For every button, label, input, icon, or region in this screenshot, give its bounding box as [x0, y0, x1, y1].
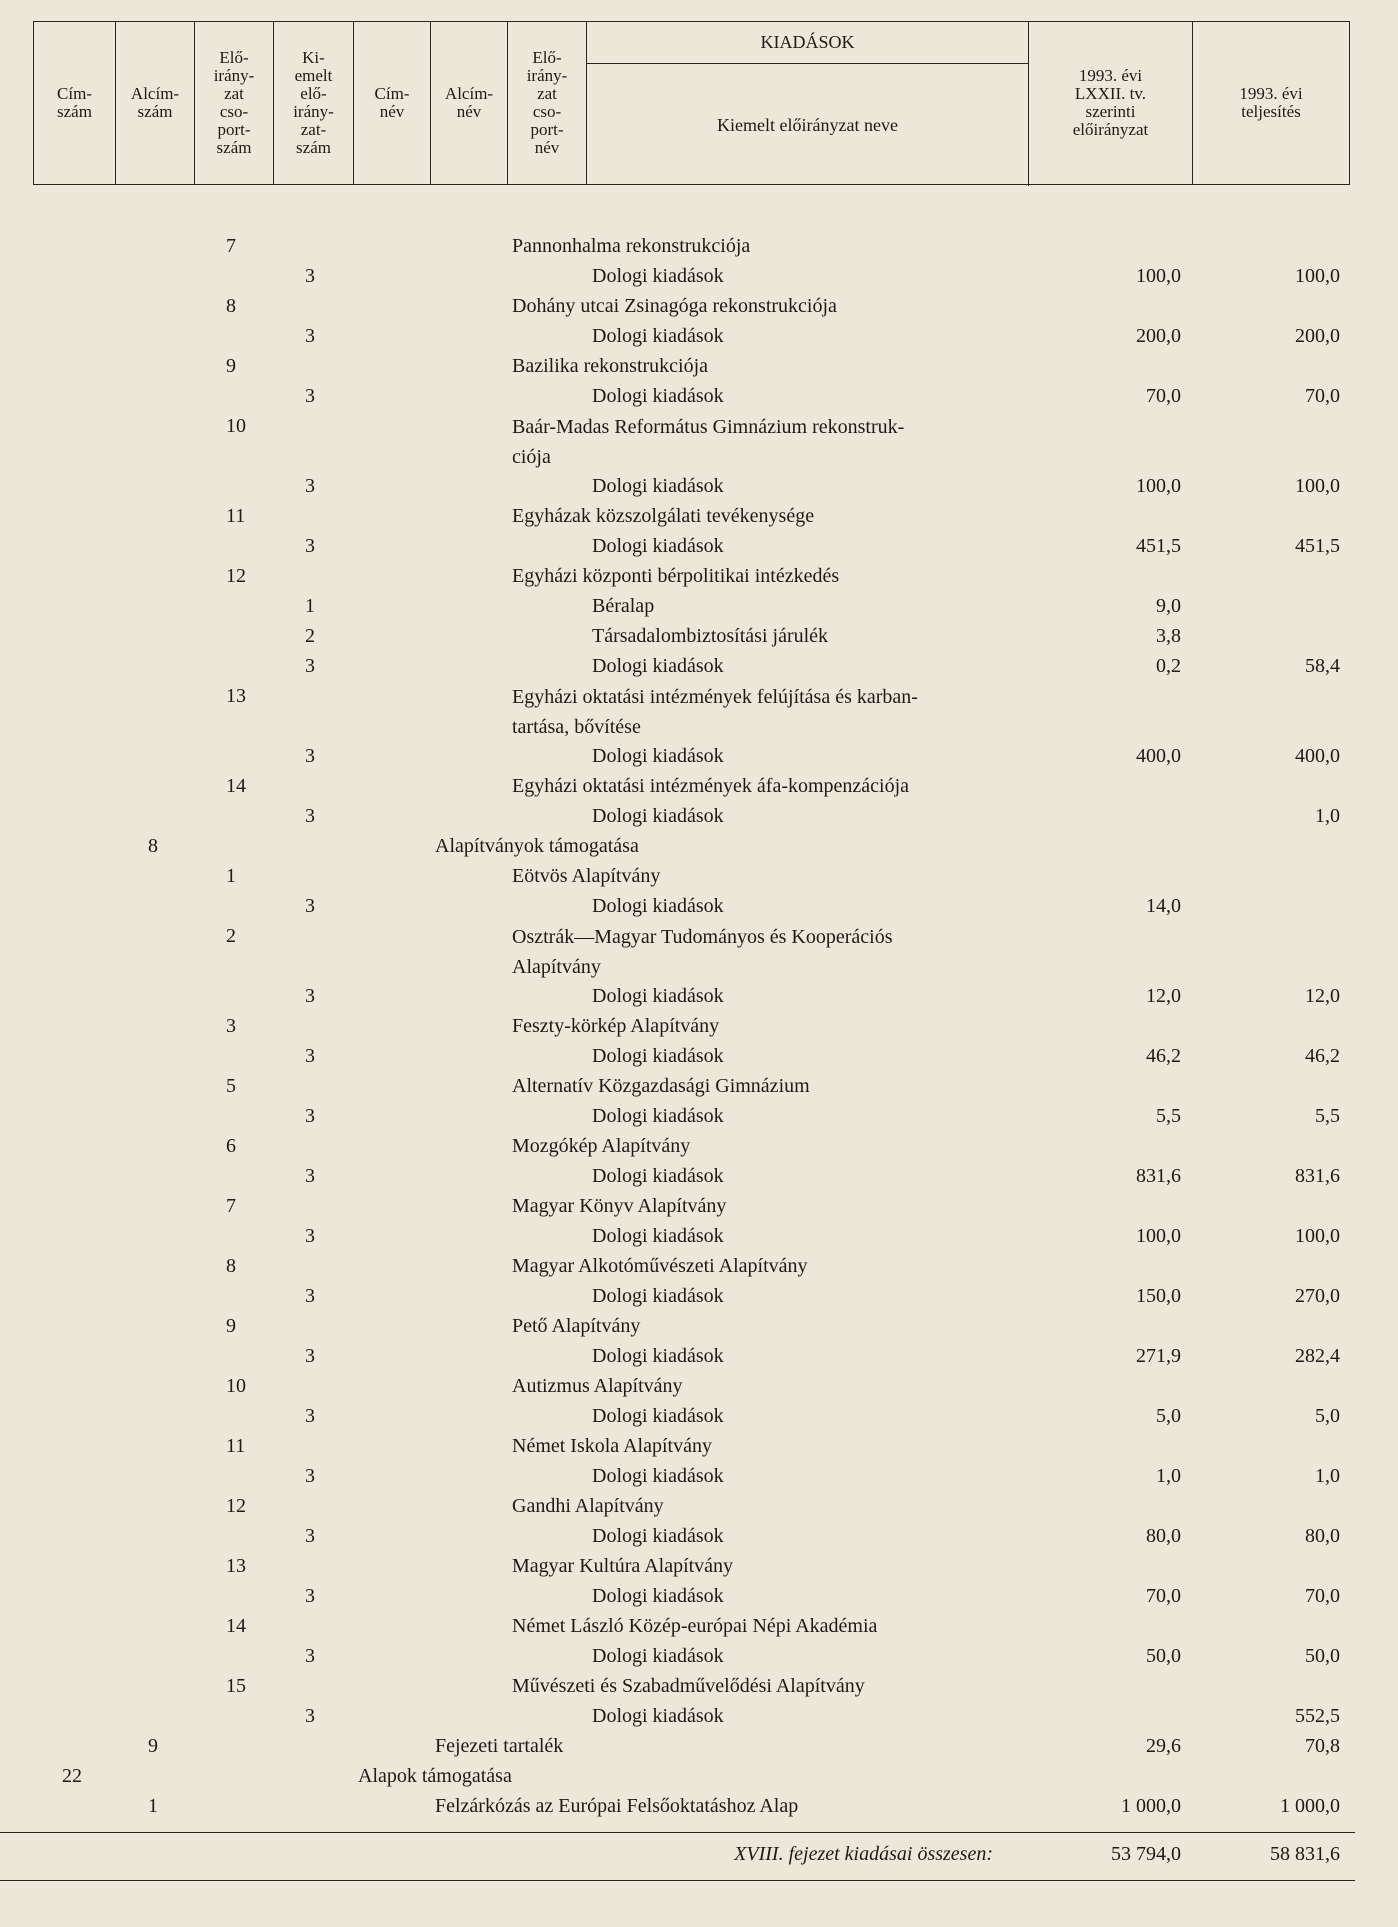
eloiranyzat-csoportszam-cell: 12: [226, 565, 246, 587]
table-row: [0, 472, 1398, 502]
table-row: [0, 1192, 1398, 1222]
value-teljesites-cell: 282,4: [1295, 1345, 1340, 1367]
header-kiemelt-eloiranyzatszam: Ki- emelt elő- irány- zat- szám: [274, 22, 354, 184]
total-row: [0, 1840, 1398, 1870]
kiemelt-eloiranyzatszam-cell: 3: [305, 385, 315, 407]
value-teljesites-cell: 100,0: [1295, 265, 1340, 287]
eloiranyzat-csoportszam-cell: 5: [226, 1075, 236, 1097]
eloiranyzat-csoportnev-cell: Egyházi központi bérpolitikai intézkedés: [512, 565, 840, 587]
total-value-tv: 53 794,0: [1111, 1843, 1181, 1865]
eloiranyzat-csoportszam-cell: 15: [226, 1675, 246, 1697]
table-row: [0, 1702, 1398, 1732]
value-teljesites-cell: 80,0: [1305, 1525, 1340, 1547]
value-teljesites-cell: 100,0: [1295, 475, 1340, 497]
value-tv-cell: 3,8: [1156, 625, 1181, 647]
header-cimnev: Cím- név: [354, 22, 431, 184]
eloiranyzat-csoportnev-cell: Pannonhalma rekonstrukciója: [512, 235, 751, 257]
table-row: [0, 742, 1398, 772]
value-teljesites-cell: 70,0: [1305, 385, 1340, 407]
kiemelt-nev-cell: Dologi kiadások: [592, 475, 724, 497]
kiemelt-eloiranyzatszam-cell: 3: [305, 1105, 315, 1127]
eloiranyzat-csoportszam-cell: 11: [226, 1435, 246, 1457]
table-row: [0, 892, 1398, 922]
table-row: [0, 1762, 1398, 1792]
alcimnev-cell: Felzárkózás az Európai Felsőoktatáshoz Alap: [435, 1795, 799, 1817]
kiemelt-eloiranyzatszam-cell: 3: [305, 1405, 315, 1427]
kiemelt-eloiranyzatszam-cell: 3: [305, 475, 315, 497]
value-tv-cell: 1,0: [1156, 1465, 1181, 1487]
value-teljesites-cell: 70,0: [1305, 1585, 1340, 1607]
eloiranyzat-csoportnev-cell: Mozgókép Alapítvány: [512, 1135, 691, 1157]
value-tv-cell: 80,0: [1146, 1525, 1181, 1547]
kiemelt-eloiranyzatszam-cell: 3: [305, 805, 315, 827]
table-row: [0, 1102, 1398, 1132]
value-teljesites-cell: 5,5: [1315, 1105, 1340, 1127]
table-row: [0, 862, 1398, 892]
eloiranyzat-csoportszam-cell: 2: [226, 925, 236, 947]
table-row: [0, 592, 1398, 622]
kiemelt-nev-cell: Dologi kiadások: [592, 1525, 724, 1547]
eloiranyzat-csoportnev-cell: Osztrák—Magyar Tudományos és Kooperációs Alapítvány: [512, 926, 893, 978]
total-label: XVIII. fejezet kiadásai összesen:: [734, 1843, 993, 1865]
eloiranyzat-csoportszam-cell: 12: [226, 1495, 246, 1517]
value-teljesites-cell: 70,8: [1305, 1735, 1340, 1757]
kiemelt-eloiranyzatszam-cell: 1: [305, 595, 315, 617]
kiemelt-eloiranyzatszam-cell: 3: [305, 325, 315, 347]
total-rule-bottom: [0, 1880, 1355, 1881]
value-tv-cell: 14,0: [1146, 895, 1181, 917]
table-row: [0, 262, 1398, 292]
value-teljesites-cell: 831,6: [1295, 1165, 1340, 1187]
value-tv-cell: 150,0: [1136, 1285, 1181, 1307]
table-row: [0, 1072, 1398, 1102]
table-row: [0, 622, 1398, 652]
value-teljesites-cell: 5,0: [1315, 1405, 1340, 1427]
table-row: [0, 412, 1398, 472]
header-kiadasok: KIADÁSOK: [587, 22, 1029, 64]
table-row: [0, 232, 1398, 262]
eloiranyzat-csoportnev-cell: Egyházi oktatási intézmények áfa-kompenzációja: [512, 775, 910, 797]
table-row: [0, 1522, 1398, 1552]
kiemelt-eloiranyzatszam-cell: 3: [305, 1285, 315, 1307]
eloiranyzat-csoportnev-cell: Egyházi oktatási intézmények felújítása és karban- tartása, bővítése: [512, 686, 918, 738]
table-row: [0, 1252, 1398, 1282]
header-eloiranyzat-csoportszam: Elő- irány- zat cso- port- szám: [195, 22, 274, 184]
kiemelt-nev-cell: Dologi kiadások: [592, 1585, 724, 1607]
value-teljesites-cell: 270,0: [1295, 1285, 1340, 1307]
table-row: [0, 1492, 1398, 1522]
kiemelt-nev-cell: Dologi kiadások: [592, 1705, 724, 1727]
kiemelt-eloiranyzatszam-cell: 3: [305, 1525, 315, 1547]
kiemelt-nev-cell: Társadalombiztosítási járulék: [592, 625, 829, 647]
eloiranyzat-csoportszam-cell: 11: [226, 505, 246, 527]
kiemelt-eloiranyzatszam-cell: 3: [305, 265, 315, 287]
eloiranyzat-csoportnev-cell: Autizmus Alapítvány: [512, 1375, 683, 1397]
alcimnev-cell: Fejezeti tartalék: [435, 1735, 564, 1757]
value-teljesites-cell: 1 000,0: [1280, 1795, 1340, 1817]
table-row: [0, 292, 1398, 322]
table-row: [0, 502, 1398, 532]
table-row: [0, 1312, 1398, 1342]
kiemelt-nev-cell: Dologi kiadások: [592, 1105, 724, 1127]
table-row: [0, 1552, 1398, 1582]
value-tv-cell: 400,0: [1136, 745, 1181, 767]
eloiranyzat-csoportnev-cell: Eötvös Alapítvány: [512, 865, 661, 887]
eloiranyzat-csoportnev-cell: Magyar Könyv Alapítvány: [512, 1195, 727, 1217]
table-row: [0, 832, 1398, 862]
table-row: [0, 1432, 1398, 1462]
value-tv-cell: 100,0: [1136, 475, 1181, 497]
kiemelt-eloiranyzatszam-cell: 3: [305, 1165, 315, 1187]
kiemelt-nev-cell: Dologi kiadások: [592, 1345, 724, 1367]
value-tv-cell: 50,0: [1146, 1645, 1181, 1667]
header-alcimnev: Alcím- név: [431, 22, 508, 184]
value-tv-cell: 46,2: [1146, 1045, 1181, 1067]
table-row: [0, 1342, 1398, 1372]
value-tv-cell: 200,0: [1136, 325, 1181, 347]
header-kiemelt-nev: Kiemelt előirányzat neve: [587, 64, 1029, 186]
kiemelt-nev-cell: Dologi kiadások: [592, 1225, 724, 1247]
alcimszam-cell: 8: [148, 835, 158, 857]
eloiranyzat-csoportszam-cell: 14: [226, 1615, 246, 1637]
eloiranyzat-csoportszam-cell: 10: [226, 415, 246, 437]
kiemelt-eloiranyzatszam-cell: 3: [305, 1705, 315, 1727]
eloiranyzat-csoportszam-cell: 6: [226, 1135, 236, 1157]
eloiranyzat-csoportnev-cell: Dohány utcai Zsinagóga rekonstrukciója: [512, 295, 837, 317]
eloiranyzat-csoportszam-cell: 13: [226, 1555, 246, 1577]
cimszam-cell: 22: [62, 1765, 82, 1787]
eloiranyzat-csoportszam-cell: 9: [226, 355, 236, 377]
value-tv-cell: 5,0: [1156, 1405, 1181, 1427]
table-header: [33, 21, 1350, 185]
value-tv-cell: 451,5: [1136, 535, 1181, 557]
table-row: [0, 1372, 1398, 1402]
total-value-teljesites: 58 831,6: [1270, 1843, 1340, 1865]
table-row: [0, 1222, 1398, 1252]
eloiranyzat-csoportnev-cell: Alternatív Közgazdasági Gimnázium: [512, 1075, 810, 1097]
table-row: [0, 1462, 1398, 1492]
kiemelt-eloiranyzatszam-cell: 3: [305, 985, 315, 1007]
table-row: [0, 1282, 1398, 1312]
value-teljesites-cell: 400,0: [1295, 745, 1340, 767]
value-teljesites-cell: 46,2: [1305, 1045, 1340, 1067]
eloiranyzat-csoportszam-cell: 13: [226, 685, 246, 707]
kiemelt-eloiranyzatszam-cell: 3: [305, 1465, 315, 1487]
eloiranyzat-csoportnev-cell: Pető Alapítvány: [512, 1315, 641, 1337]
table-row: [0, 982, 1398, 1012]
eloiranyzat-csoportnev-cell: Művészeti és Szabadművelődési Alapítvány: [512, 1675, 865, 1697]
table-row: [0, 1642, 1398, 1672]
value-teljesites-cell: 451,5: [1295, 535, 1340, 557]
value-teljesites-cell: 12,0: [1305, 985, 1340, 1007]
cimnev-cell: Alapok támogatása: [358, 1765, 512, 1787]
eloiranyzat-csoportnev-cell: Német Iskola Alapítvány: [512, 1435, 712, 1457]
kiemelt-nev-cell: Dologi kiadások: [592, 385, 724, 407]
table-row: [0, 1132, 1398, 1162]
kiemelt-nev-cell: Dologi kiadások: [592, 1405, 724, 1427]
table-row: [0, 352, 1398, 382]
kiemelt-nev-cell: Dologi kiadások: [592, 655, 724, 677]
value-tv-cell: 70,0: [1146, 1585, 1181, 1607]
table-row: [0, 1612, 1398, 1642]
kiemelt-nev-cell: Dologi kiadások: [592, 1285, 724, 1307]
alcimszam-cell: 9: [148, 1735, 158, 1757]
eloiranyzat-csoportnev-cell: Feszty-körkép Alapítvány: [512, 1015, 720, 1037]
header-alcimszam: Alcím- szám: [116, 22, 195, 184]
table-row: [0, 652, 1398, 682]
value-tv-cell: 831,6: [1136, 1165, 1181, 1187]
table-row: [0, 1162, 1398, 1192]
alcimszam-cell: 1: [148, 1795, 158, 1817]
kiemelt-nev-cell: Dologi kiadások: [592, 1165, 724, 1187]
kiemelt-nev-cell: Dologi kiadások: [592, 745, 724, 767]
table-row: [0, 382, 1398, 412]
eloiranyzat-csoportszam-cell: 8: [226, 1255, 236, 1277]
table-row: [0, 802, 1398, 832]
value-tv-cell: 70,0: [1146, 385, 1181, 407]
eloiranyzat-csoportnev-cell: Egyházak közszolgálati tevékenysége: [512, 505, 815, 527]
kiemelt-eloiranyzatszam-cell: 3: [305, 1345, 315, 1367]
table-row: [0, 1672, 1398, 1702]
eloiranyzat-csoportnev-cell: Német László Közép-európai Népi Akadémia: [512, 1615, 878, 1637]
eloiranyzat-csoportszam-cell: 10: [226, 1375, 246, 1397]
kiemelt-eloiranyzatszam-cell: 3: [305, 745, 315, 767]
kiemelt-eloiranyzatszam-cell: 3: [305, 1645, 315, 1667]
eloiranyzat-csoportszam-cell: 14: [226, 775, 246, 797]
kiemelt-nev-cell: Dologi kiadások: [592, 1045, 724, 1067]
value-teljesites-cell: 100,0: [1295, 1225, 1340, 1247]
value-tv-cell: 1 000,0: [1121, 1795, 1181, 1817]
header-1993-teljesites: 1993. évi teljesítés: [1239, 84, 1303, 121]
table-row: [0, 1042, 1398, 1072]
table-row: [0, 1402, 1398, 1432]
kiemelt-eloiranyzatszam-cell: 3: [305, 1225, 315, 1247]
value-tv-cell: 5,5: [1156, 1105, 1181, 1127]
value-tv-cell: 29,6: [1146, 1735, 1181, 1757]
eloiranyzat-csoportszam-cell: 8: [226, 295, 236, 317]
kiemelt-nev-cell: Dologi kiadások: [592, 805, 724, 827]
kiemelt-eloiranyzatszam-cell: 3: [305, 535, 315, 557]
eloiranyzat-csoportszam-cell: 1: [226, 865, 236, 887]
value-tv-cell: 0,2: [1156, 655, 1181, 677]
table-row: [0, 532, 1398, 562]
kiemelt-nev-cell: Dologi kiadások: [592, 895, 724, 917]
eloiranyzat-csoportszam-cell: 9: [226, 1315, 236, 1337]
kiemelt-nev-cell: Béralap: [592, 595, 655, 617]
kiemelt-nev-cell: Dologi kiadások: [592, 985, 724, 1007]
kiemelt-nev-cell: Dologi kiadások: [592, 1645, 724, 1667]
eloiranyzat-csoportnev-cell: Magyar Kultúra Alapítvány: [512, 1555, 734, 1577]
kiemelt-eloiranyzatszam-cell: 3: [305, 1585, 315, 1607]
value-teljesites-cell: 1,0: [1315, 805, 1340, 827]
value-tv-cell: 271,9: [1136, 1345, 1181, 1367]
value-tv-cell: 100,0: [1136, 1225, 1181, 1247]
kiemelt-eloiranyzatszam-cell: 3: [305, 895, 315, 917]
table-row: [0, 562, 1398, 592]
table-row: [0, 1732, 1398, 1762]
eloiranyzat-csoportnev-cell: Bazilika rekonstrukciója: [512, 355, 709, 377]
eloiranyzat-csoportszam-cell: 3: [226, 1015, 236, 1037]
table-row: [0, 1012, 1398, 1042]
value-teljesites-cell: 1,0: [1315, 1465, 1340, 1487]
value-tv-cell: 12,0: [1146, 985, 1181, 1007]
header-1993-tv: 1993. évi LXXII. tv. szerinti előirányzat: [1029, 22, 1193, 184]
kiemelt-nev-cell: Dologi kiadások: [592, 325, 724, 347]
value-teljesites-cell: 552,5: [1295, 1705, 1340, 1727]
value-tv-cell: 9,0: [1156, 595, 1181, 617]
header-cimszam: Cím- szám: [34, 22, 116, 184]
value-tv-cell: 100,0: [1136, 265, 1181, 287]
table-row: [0, 682, 1398, 742]
table-row: [0, 922, 1398, 982]
kiemelt-eloiranyzatszam-cell: 2: [305, 625, 315, 647]
header-eloiranyzat-csoportnev: Elő- irány- zat cso- port- név: [508, 22, 587, 184]
value-teljesites-cell: 50,0: [1305, 1645, 1340, 1667]
eloiranyzat-csoportnev-cell: Baár-Madas Református Gimnázium rekonstruk- ciója: [512, 416, 905, 468]
kiemelt-nev-cell: Dologi kiadások: [592, 1465, 724, 1487]
kiemelt-nev-cell: Dologi kiadások: [592, 535, 724, 557]
table-row: [0, 772, 1398, 802]
kiemelt-eloiranyzatszam-cell: 3: [305, 655, 315, 677]
value-teljesites-cell: 58,4: [1305, 655, 1340, 677]
eloiranyzat-csoportnev-cell: Magyar Alkotóművészeti Alapítvány: [512, 1255, 808, 1277]
kiemelt-nev-cell: Dologi kiadások: [592, 265, 724, 287]
kiemelt-eloiranyzatszam-cell: 3: [305, 1045, 315, 1067]
eloiranyzat-csoportszam-cell: 7: [226, 235, 236, 257]
table-row: [0, 1792, 1398, 1822]
eloiranyzat-csoportszam-cell: 7: [226, 1195, 236, 1217]
table-row: [0, 1582, 1398, 1612]
total-rule-top: [0, 1832, 1355, 1833]
table-row: [0, 322, 1398, 352]
value-teljesites-cell: 200,0: [1295, 325, 1340, 347]
alcimnev-cell: Alapítványok támogatása: [435, 835, 639, 857]
eloiranyzat-csoportnev-cell: Gandhi Alapítvány: [512, 1495, 664, 1517]
